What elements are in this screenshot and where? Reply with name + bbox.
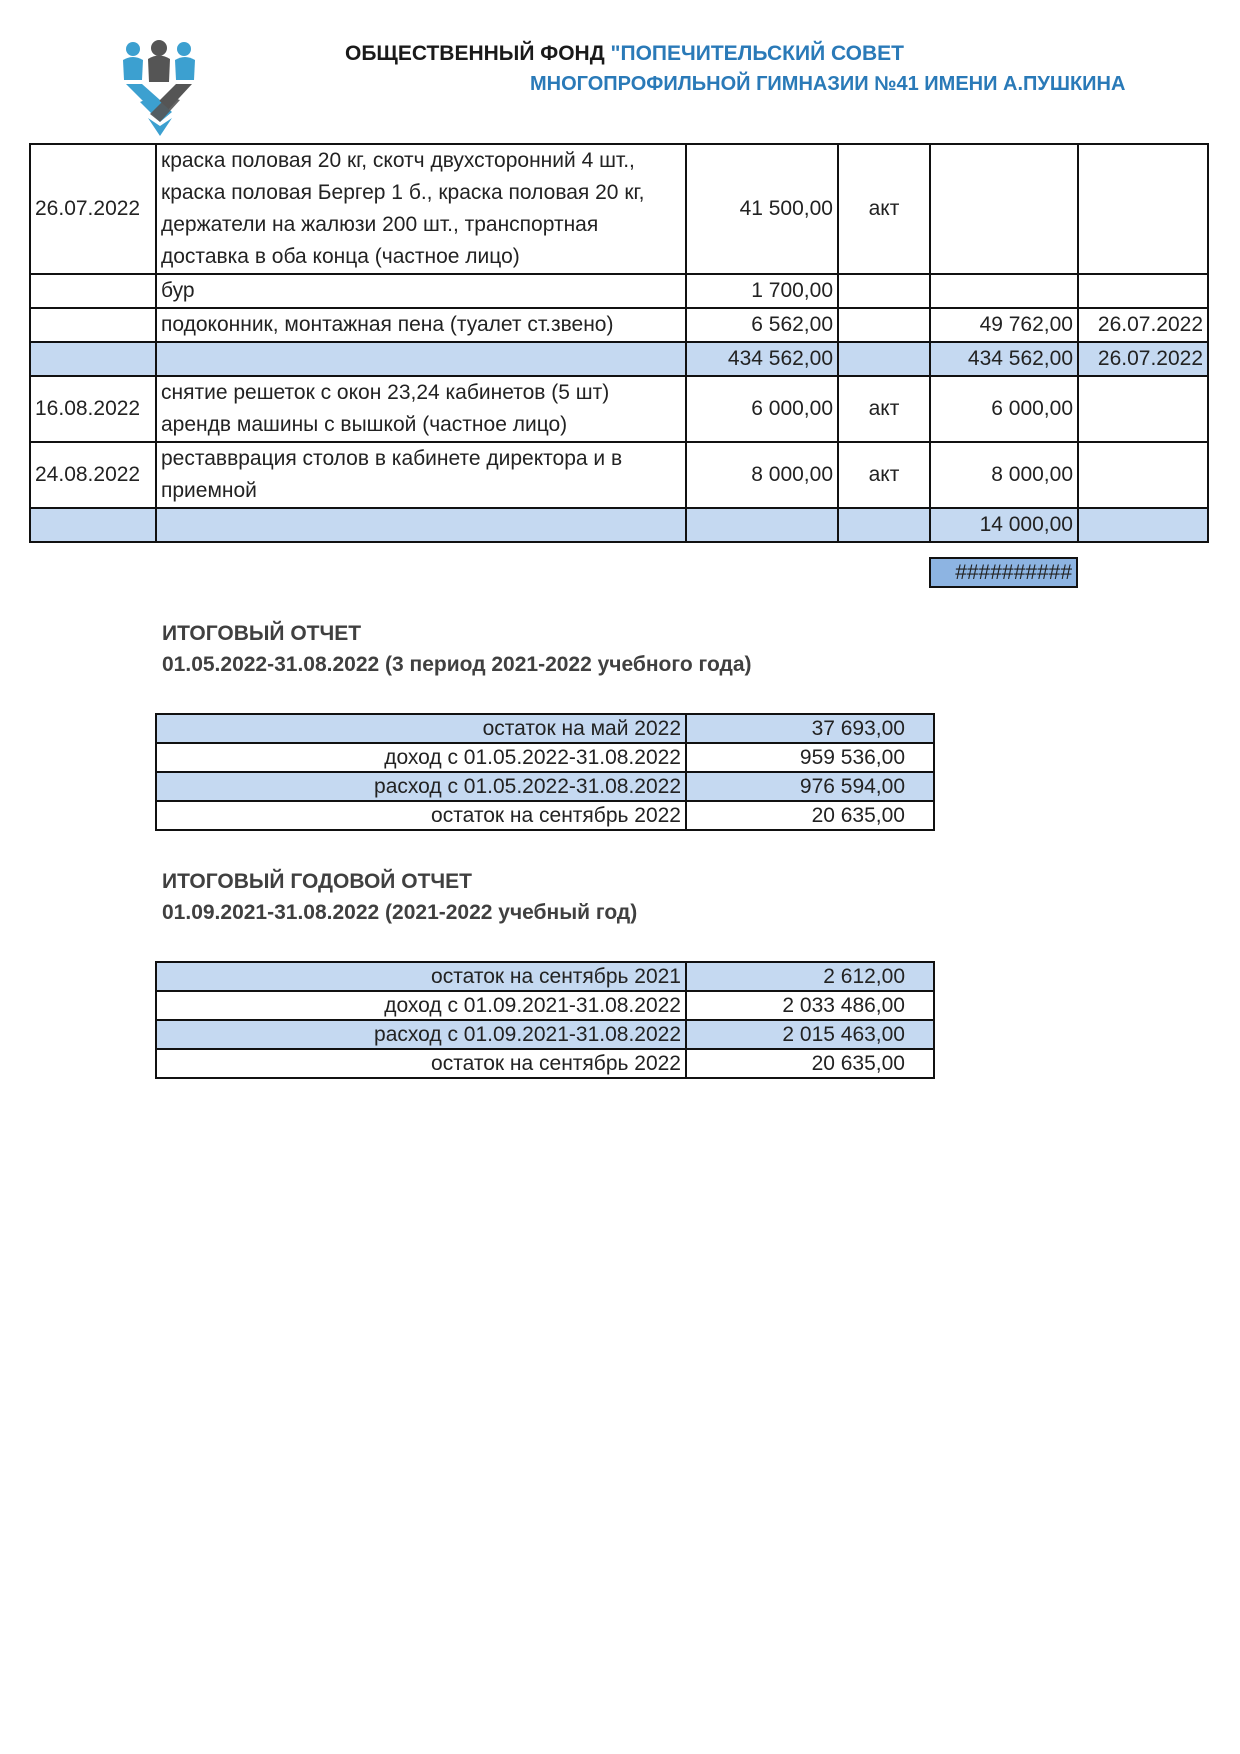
table-row [30,144,1208,274]
report-value-cell: 37 693,00 [686,714,934,743]
total-cell: 49 762,00 [930,308,1078,342]
paid-date-cell [1078,508,1208,542]
amount-cell: 6 000,00 [686,376,838,442]
report-label-cell: доход с 01.09.2021-31.08.2022 [156,991,686,1020]
document-cell: акт [838,376,930,442]
period-report-title: ИТОГОВЫЙ ОТЧЕТ [162,622,362,645]
amount-cell: 41 500,00 [686,144,838,274]
amount-cell: 434 562,00 [686,342,838,376]
report-label-cell: остаток на сентябрь 2021 [156,962,686,991]
document-cell: акт [838,442,930,508]
table-row [30,376,1208,442]
document-cell: акт [838,144,930,274]
table-row [156,1049,934,1078]
total-cell: 8 000,00 [930,442,1078,508]
amount-cell: 8 000,00 [686,442,838,508]
document-cell [838,508,930,542]
report-value-cell: 2 033 486,00 [686,991,934,1020]
paid-date-cell [1078,442,1208,508]
table-row [156,1020,934,1049]
report-value-cell: 2 612,00 [686,962,934,991]
date-cell [30,508,156,542]
table-row [156,743,934,772]
paid-date-cell [1078,376,1208,442]
report-value-cell: 976 594,00 [686,772,934,801]
paid-date-cell [1078,274,1208,308]
document-cell [838,274,930,308]
report-value-cell: 20 635,00 [686,801,934,830]
paid-date-cell: 26.07.2022 [1078,308,1208,342]
report-value-cell: 20 635,00 [686,1049,934,1078]
annual-report-subtitle: 01.09.2021-31.08.2022 (2021-2022 учебный год) [162,901,638,924]
total-cell: 6 000,00 [930,376,1078,442]
foundation-logo-icon [120,40,198,140]
subtotal-row [30,508,1208,542]
period-report-table [155,713,935,831]
document-header [0,0,1240,140]
report-value-cell: 2 015 463,00 [686,1020,934,1049]
report-label-cell: остаток на май 2022 [156,714,686,743]
amount-cell [686,508,838,542]
date-cell: 24.08.2022 [30,442,156,508]
date-cell: 26.07.2022 [30,144,156,274]
description-cell: бур [156,274,686,308]
table-row [156,991,934,1020]
description-cell: снятие решеток с окон 23,24 кабинетов (5 шт) арендв машины с вышкой (частное лицо) [156,376,686,442]
table-row [156,801,934,830]
organization-name-part1: ОБЩЕСТВЕННЫЙ ФОНД [345,42,611,65]
report-label-cell: доход с 01.05.2022-31.08.2022 [156,743,686,772]
table-row [156,962,934,991]
description-cell [156,508,686,542]
document-cell [838,342,930,376]
overflow-cell: ########## [929,557,1078,588]
report-label-cell: расход с 01.05.2022-31.08.2022 [156,772,686,801]
table-row [30,442,1208,508]
annual-report-table [155,961,935,1079]
description-cell: краска половая 20 кг, скотч двухсторонний 4 шт., краска половая Бергер 1 б., краска половая 20 кг, держатели на жалюзи 200 шт., транспортная доставка в оба конца (частное лицо) [156,144,686,274]
organization-name-line1 [345,42,904,66]
subtotal-row [30,342,1208,376]
table-row [156,714,934,743]
period-report-subtitle: 01.05.2022-31.08.2022 (3 период 2021-2022 учебного года) [162,653,752,676]
report-label-cell: остаток на сентябрь 2022 [156,801,686,830]
document-cell [838,308,930,342]
paid-date-cell [1078,144,1208,274]
paid-date-cell: 26.07.2022 [1078,342,1208,376]
report-label-cell: остаток на сентябрь 2022 [156,1049,686,1078]
report-value-cell: 959 536,00 [686,743,934,772]
table-row [30,274,1208,308]
description-cell: подоконник, монтажная пена (туалет ст.звено) [156,308,686,342]
amount-cell: 6 562,00 [686,308,838,342]
amount-cell: 1 700,00 [686,274,838,308]
total-cell [930,274,1078,308]
date-cell [30,342,156,376]
total-cell: 14 000,00 [930,508,1078,542]
table-row [156,772,934,801]
table-row [30,308,1208,342]
description-cell: реставврация столов в кабинете директора и в приемной [156,442,686,508]
description-cell [156,342,686,376]
expenses-table [29,143,1209,543]
total-cell [930,144,1078,274]
report-label-cell: расход с 01.09.2021-31.08.2022 [156,1020,686,1049]
organization-name-line2: МНОГОПРОФИЛЬНОЙ ГИМНАЗИИ №41 ИМЕНИ А.ПУШКИНА [530,73,1126,95]
date-cell: 16.08.2022 [30,376,156,442]
organization-name-part2: "ПОПЕЧИТЕЛЬСКИЙ СОВЕТ [610,42,904,65]
total-cell: 434 562,00 [930,342,1078,376]
annual-report-title: ИТОГОВЫЙ ГОДОВОЙ ОТЧЕТ [162,870,472,893]
date-cell [30,274,156,308]
date-cell [30,308,156,342]
